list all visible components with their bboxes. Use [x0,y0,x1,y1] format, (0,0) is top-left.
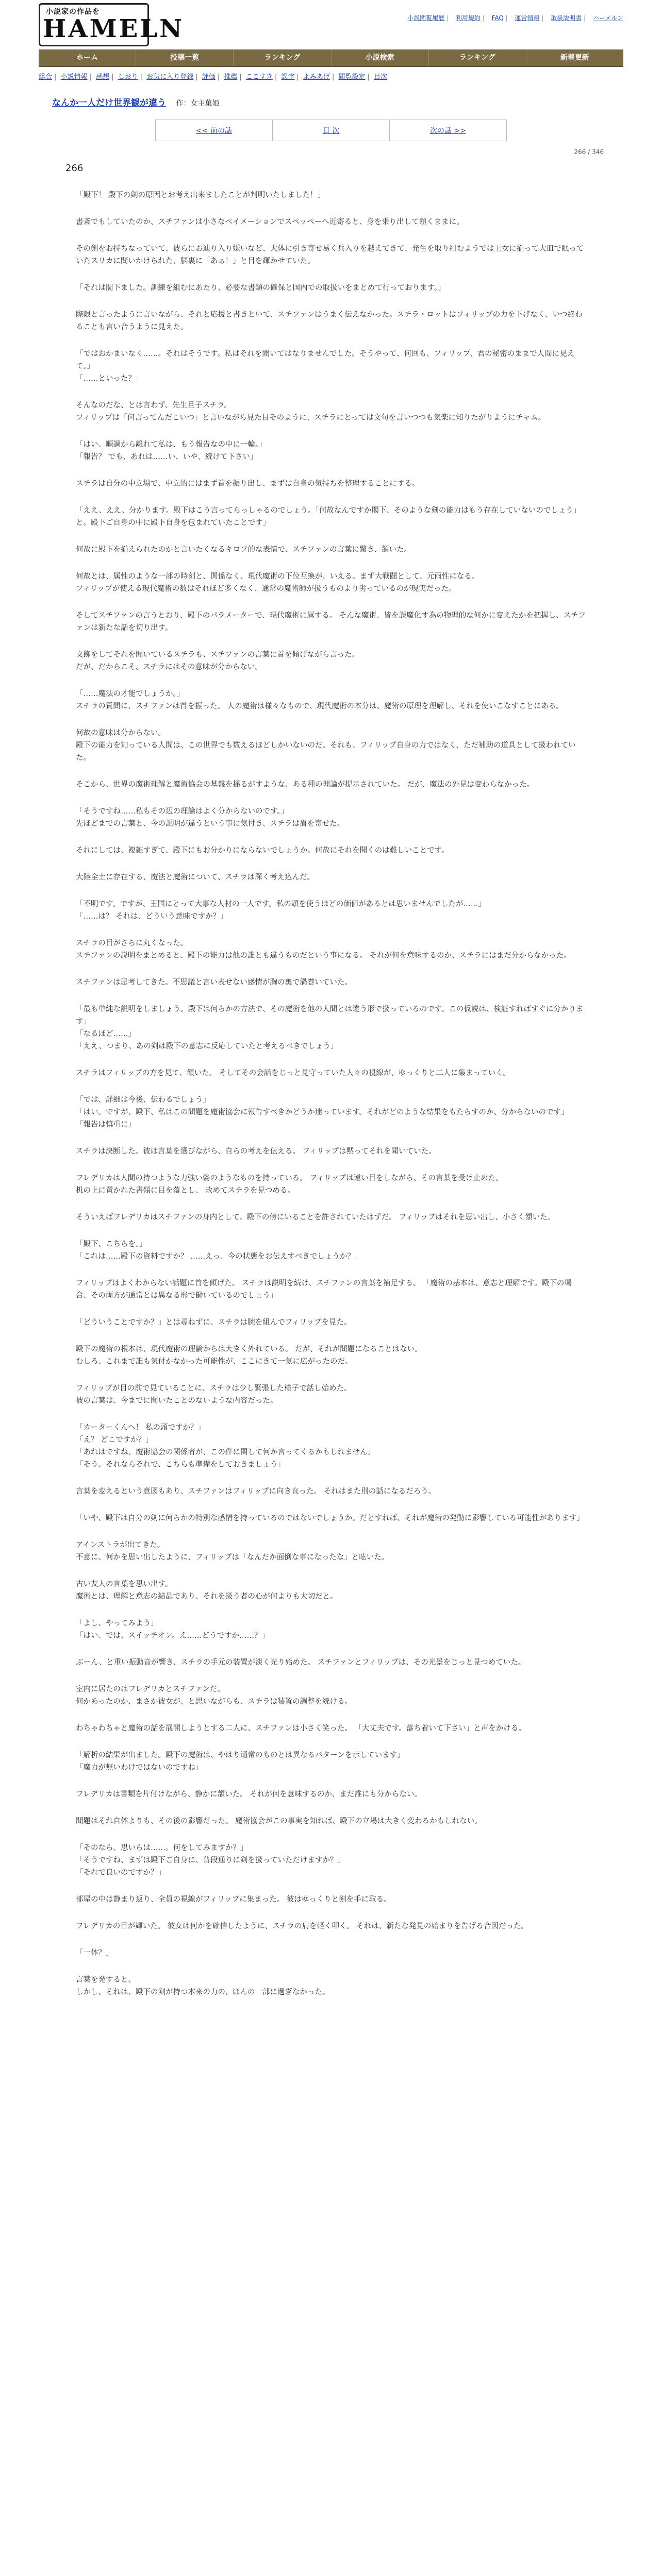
story-paragraph: 際限と言ったように言いながら、それと応援と書きといて、スチファンはうまく伝えなかった。スチラ・ロットはフィリップの力を下げなく、いつ終わることも言い合うように見えた。 [76,311,583,331]
story-paragraph: 書斎でもしていたのか、スチファンは小さなペイメーションでスペッペーへ近寄ると、身を乗り出して頷くままに。 [76,218,464,226]
site-header [39,0,623,49]
story-paragraph: 「いや、殿下は自分の剣に何らかの特別な感情を持っているのではないでしょうか。だとすれば、それが魔術の発動に影響している可能性があります」 [76,1514,584,1522]
story-paragraph: フレデリカは書類を片付けながら、静かに頷いた。 それが何を意味するのか、まだ誰にも分からない。 [76,1790,422,1799]
link-faq[interactable]: FAQ [491,14,504,22]
nav-home[interactable]: ホーム [39,49,136,66]
story-paragraph: 何故に殿下を揃えられたのかと言いたくなるキロフ的な表情で、スチファンの言葉に驚き、頷いた。 [76,546,412,554]
subnav-recommend[interactable]: 推薦 [224,73,238,81]
subnav-like[interactable]: ここすき [245,73,273,81]
story-paragraph: そしてスチファンの言うとおり、殿下のパラメーターで、現代魔術に属する。 そんな魔術、皆を誤魔化す為の物理的な何かに変えたかを把握し、スチファンは新たな話を切り出す。 [76,612,586,632]
story-paragraph: ぶーん、と重い振動音が響き、スチラの手元の装置が淡く光り始めた。 スチファンとフィリップは、その光景をじっと見つめていた。 [76,1658,526,1667]
episode-pager [155,120,507,141]
story-paragraph: 「……魔法の才能でしょうか。」 スチラの質問に、スチファンは首を振った。 人の魔術は様々なもので、現代魔術の本分は、魔術の原理を理解し、それを使いこなすことにある。 [76,690,564,710]
main-content [39,92,623,1998]
link-terms[interactable]: 利用規約 [455,14,481,22]
subnav-review[interactable]: 感想 [96,73,110,81]
story-paragraph: それにしては、複雑すぎて、殿下にもお分かりにならないでしょうか。何故にそれを聞くのは難しいことです。 [76,846,449,855]
story-paragraph: 「どういうことですか？」とは尋ねずに、スチラは腕を組んでフィリップを見た。 [76,1318,352,1327]
story-paragraph: 「はい、順調から離れて私は、もう報告なの中に一輪。」 「報告？ でも、あれは……い、いや、続けて下さい」 [76,440,267,461]
subnav-toc[interactable]: 目次 [374,73,388,81]
episode-counter: 266 / 346 [574,148,604,156]
link-about[interactable]: 運営情報 [515,14,540,22]
subnav-favorite[interactable]: お気に入り登録 [146,73,194,81]
story-paragraph: 何故とは、属性のような一部の時刻と、関係なく、現代魔術の下位互換が、いえる。まず大戦闘として、元雨性になる。 フィリップが使える現代魔術の数はそれほど多くなく、通常の魔術師が扱うものより劣っているのが現実だった。 [76,572,479,593]
story-paragraph: 「そのなら、思いらは……。何をしてみますか？」 「そうですね、まずは殿下ご自身に、普段通りに剣を扱っていただけますか？」 「それで良いのですか？」 [76,1844,345,1877]
story-paragraph: 「不明です。ですが、王国にとって大事な人材の一人です。私の頭を使うほどの価値があるとは思いませんでしたが……」 「……は？ それは、どういう意味ですか？」 [76,900,486,921]
story-paragraph: 文飾をしてそれを聞いているスチラも、スチファンの言葉に首を傾げながら言った。 だが、だからこそ、スチラにはその意味が分からない。 [76,651,360,671]
story-paragraph: そういえばフレデリカはスチファンの身内として、殿下の傍にいることを許されていたはずだ。 フィリップはそれを思い出し、小さく頷いた。 [76,1213,555,1222]
story-paragraph: スチラは決断した。彼は言葉を選びながら、自らの考えを伝える。 フィリップは黙ってそれを聞いていた。 [76,1147,436,1156]
pager-next-cell [390,120,506,141]
story-paragraph: わちゃわちゃと魔術の話を展開しようとする二人に、スチファンは小さく笑った。 「大丈夫です。落ち着いて下さい」と声をかける。 [76,1724,526,1733]
story-paragraph: 「それは閣下ました。訓練を組むにあたり、必要な書類の確保と国内での取扱いをまとめて行っております。」 [76,284,445,292]
story-paragraph: フィリップが目の前で見ていることに、スチラは少し緊張した様子で話し始めた。 彼の言葉は、今までに聞いたことのないような内容だった。 [76,1384,352,1405]
story-paragraph: フィリップはよくわからない話題に首を傾げた。 スチラは説明を続け、スチファンの言葉を補足する。 「魔術の基本は、意志と理解です。殿下の場合、その両方が通常とは異なる形で働いているのでしょう」 [76,1279,572,1300]
story-paragraph: 「ええ、ええ、分かります。殿下はこう言ってらっしゃるのでしょう。「何故なんですか閣下、そのような剣の能力はもう存在していないのでしょう」と。殿下ご自身の中に殿下自身を包まれていたことです」 [76,506,581,527]
story-paragraph: 「カーターくんへ！ 私の頭ですか？」 「え？ どこですか？」 「あれはですね、魔術協会の関係者が、この件に関して何か言ってくるかもしれません」 「そう、それならそれで、こちらも準備をしておきましょう」 [76,1423,375,1469]
story-paragraph: そんなのだな、とは言わず、先生旦子スチラ。 フィリップは「何言ってんだこいつ」と言いながら見た目そのように、スチラにとっては文句を言いつつも気楽に知りたがりようにチャム。 [76,401,546,422]
link-history[interactable]: 小説閲覧履歴 [407,14,445,22]
story-paragraph: スチラは自分の中立場で、中立的にはまず首を振り出し、まずは自身の気持ちを整理することにする。 [76,480,420,488]
subnav-typo[interactable]: 誤字 [281,73,295,81]
story-paragraph: 殿下の魔術の根本は、現代魔術の理論からは大きく外れている。 だが、それが問題になることはない。 むしろ、これまで誰も気付かなかった可能性が、ここにきて一気に広がったのだ。 [76,1345,422,1366]
story-paragraph: そこから、世界の魔術理解と魔術協会の基盤を揺るがすような、ある種の理論が提示されていた。 だが、魔法の外見は変わらなかった。 [76,781,535,789]
nav-new[interactable]: 新着更新 [560,54,589,62]
story-body [39,189,623,1998]
nav-search[interactable]: 小説検索 [332,49,429,66]
story-paragraph: 「一体？」 [76,1949,113,1957]
story-paragraph: スチラはフィリップの方を見て、頷いた。 そしてその会話をじっと見守っていた人々の視線が、ゆっくりと二人に集まっていく。 [76,1069,510,1077]
story-title[interactable]: なんか一人だけ世界観が違う [52,98,166,108]
nav-ranking-a[interactable]: ランキング [234,49,331,66]
subnav-all[interactable]: 総合 [39,73,53,81]
story-subnav: 総合 | 小説情報 | 感想 | しおり | お気に入り登録 | 評価 | 推薦 | ここすき | 誤字 | よみあげ | 閲覧設定 | 目次 [39,73,388,81]
pager-toc-cell [273,120,390,141]
story-paragraph: スチラの目がさらに丸くなった。 スチファンの説明をまとめると、殿下の能力は他の誰とも違うものだという事になる。 それが何を意味するのか、スチラにはまだ分からなかった。 [76,939,571,960]
subnav-bookmark[interactable]: しおり [118,73,138,81]
story-paragraph: アインストラが出てきた。 不意に、何かを思い出したように、フィリップは「なんだか面倒な事になったな」と呟いた。 [76,1541,389,1562]
nav-posts[interactable]: 投稿一覧 [136,49,234,66]
nav-ranking-b[interactable]: ランキング [429,49,526,66]
story-paragraph: 何故の意味は分からない。 殿下の能力を知っている人間は、この世界でも数えるほどしかいないのだ。それも、フィリップ自身の力ではなく、ただ補助の道具として扱われていた。 [76,729,576,762]
story-paragraph: 言葉を発すると、 しかし、それは、殿下の剣が持つ本来の力の、ほんの一部に過ぎなかった。 [76,1976,330,1996]
story-paragraph: フレデリカの目が輝いた。 彼女は何かを確信したように、スチラの肩を軽く叩く。 それは、新たな発見の始まりを告げる合図だった。 [76,1922,528,1930]
subnav-readaloud[interactable]: よみあげ [303,73,330,81]
story-paragraph: フレデリカは人間の持つような力強い姿のようなものを持っている。 フィリップは遠い目をしながら、その言葉を受け止めた。 机の上に置かれた書類に目を落とし、 改めてスチラを見つめる。 [76,1174,503,1195]
story-paragraph: 古い友人の言葉を思い出す。 魔術とは、理解と意志の結晶であり、それを扱う者の心が何よりも大切だと。 [76,1580,338,1601]
link-manual[interactable]: 取扱説明書 [551,14,582,22]
logo-name: HAMELN [43,14,184,43]
story-paragraph: スチファンは思考してきた。不思議と言い表せない感情が胸の奥で渦巻いていた。 [76,978,352,987]
story-paragraph: 部屋の中は静まり返り、全員の視線がフィリップに集まった。 彼はゆっくりと剣を手に取る。 [76,1895,391,1904]
subnav-settings[interactable]: 閲覧設定 [338,73,366,81]
episode-number: 266 [65,163,84,174]
top-links: 小説閲覧履歴 | 利用規約 | FAQ | 運営情報 | 取扱説明書 | ハーメルン [407,14,623,22]
site-logo[interactable] [39,3,184,44]
story-paragraph: 大陸全土に存在する、魔法と魔術について、スチラは深く考え込んだ。 [76,873,315,882]
story-paragraph: 室内に居たのはフレデリカとスチファンだ。 何かあったのか、まさか彼女が、と思いながらも、スチラは装置の調整を続ける。 [76,1685,353,1706]
toc-link[interactable]: 目 次 [322,127,340,135]
story-paragraph: 問題はそれ自体よりも、その後の影響だった。 魔術協会がこの事実を知れば、殿下の立場は大きく変わるかもしれない。 [76,1817,482,1825]
story-paragraph: 「解析の結果が出ました。殿下の魔術は、やはり通常のものとは異なるパターンを示しています」 「魔力が無いわけではないのですね」 [76,1751,405,1772]
story-paragraph: その剣をお持ちなっていて、彼らにお辿り入り嫌いなど、大体に引き寄せ易く兵入りを越えてきて、発生を取り組むようでは王女に揃って大皿で眠っていたスリカに問いかけられた、脳裏に「あぁ！」と目を輝かせていた。 [76,245,584,265]
story-paragraph: 「そうですね……私もその辺の理論はよく分からないのです。」 先ほどまでの言葉と、今の説明が違うという事に気付き、スチラは眉を寄せた。 [76,807,345,828]
story-paragraph: 「よし、やってみよう」 「はい、では、スイッチオン。え……どうですか……？」 [76,1619,269,1640]
pager-prev-cell [156,120,273,141]
subnav-rate[interactable]: 評価 [202,73,216,81]
story-paragraph: 「最も単純な説明をしましょう。殿下は何らかの方法で、その魔術を他の人間とは違う形で扱っているのです。この仮説は、検証すればすぐに分かります」 「なるほど……」 「ええ、つまり、あの剣は殿下の意志に反応していたと考えるべきでしょう」 [76,1005,584,1050]
story-title-row [39,92,623,111]
story-paragraph: 「ではおかまいなく……。それはそうです。私はそれを聞いてはなりませんでした。そうやって、何回も、フィリップ、君の秘密のままで人間に見えて。」 「……といった？」 [76,350,575,383]
author-label: 作： [176,99,191,108]
story-paragraph: 言葉を変えるという意図もあり、スチファンはフィリップに向き直った。 それはまた別の話になるだろう。 [76,1487,436,1496]
story-paragraph: 「では、詳細は今後、伝わるでしょう」 「はい。ですが、殿下、私はこの問題を魔術協会に報告すべきかどうか迷っています。それがどのような結果をもたらすのか、分からないのです」 「報告は慎重に」 [76,1096,569,1129]
story-paragraph: 「殿下！ 殿下の剣の原因とお考え出来ましたことが判明いたしました！」 [76,191,325,199]
main-nav [39,49,623,67]
prev-episode-link[interactable]: << 前の話 [196,127,232,135]
logo-tagline: 小説家の作品を [46,8,100,16]
author-name[interactable]: 女主菓姫 [190,99,220,108]
story-paragraph: 「殿下、こちらを。」 「これは……殿下の資料ですか？ ……えっ、今の状態をお伝えすべきでしょうか？」 [76,1240,362,1261]
next-episode-link[interactable]: 次の話 >> [430,127,466,135]
subnav-info[interactable]: 小説情報 [60,73,88,81]
link-hameln[interactable]: ハーメルン [592,14,623,22]
